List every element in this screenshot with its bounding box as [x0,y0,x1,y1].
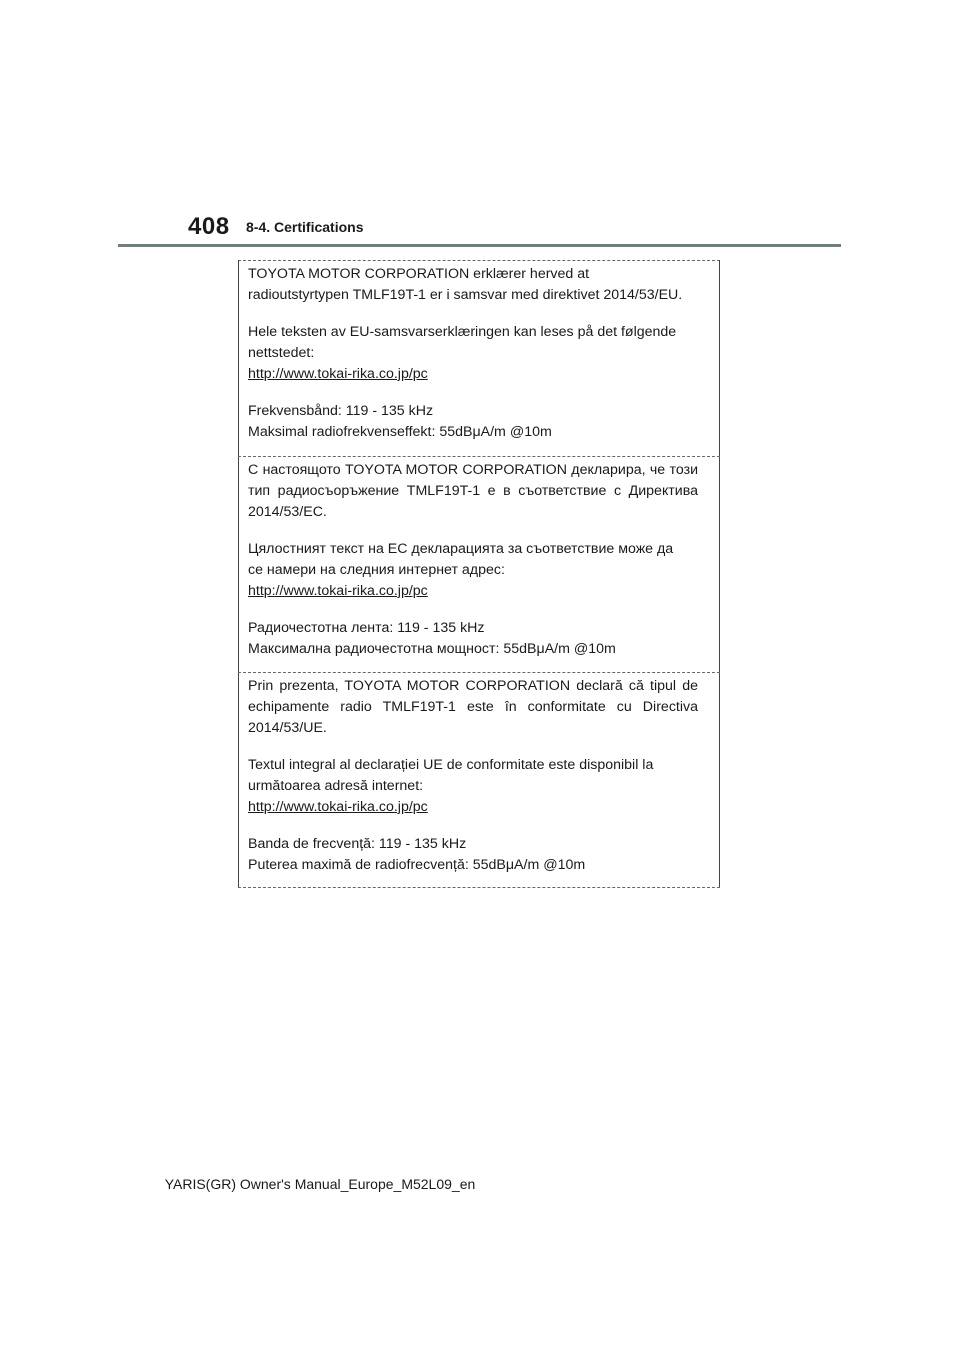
declaration-full-text [248,755,698,818]
declaration-full-text [248,322,698,385]
certification-frame [238,260,720,888]
declaration-specs [248,618,698,660]
full-text-line: Цялостният текст на ЕС декларацията за съответствие може да [248,541,674,557]
frame-divider-1 [238,456,720,457]
frame-top-border [238,260,720,261]
header-rule [118,244,841,247]
statement-line: С настоящото TOYOTA MOTOR CORPORATION декларира, че [248,462,666,478]
declaration-norwegian [248,264,698,443]
statement-line: този тип радиосъоръжение TMLF19T-1 е в съответствие с [248,462,698,499]
statement-line: echipamente radio TMLF19T-1 este în conformitate cu Directiva [248,699,698,715]
frequency-band: Frekvensbånd: 119 - 135 kHz [248,403,434,419]
declaration-url-link[interactable]: http://www.tokai-rika.co.jp/pc [248,583,428,599]
statement-line: 2014/53/UE. [248,720,327,736]
frame-divider-2 [238,672,720,673]
full-text-line: Textul integral al declarației UE de conformitate este disponibil la [248,757,654,773]
max-power: Maksimal radiofrekvenseffekt: 55dBμA/m @10m [248,424,552,440]
full-text-line: Hele teksten av EU-samsvarserklæringen kan leses på det følgende [248,324,677,340]
declaration-bulgarian [248,460,698,660]
full-text-line: nettstedet: [248,345,315,361]
declaration-statement [248,460,698,523]
full-text-line: următoarea adresă internet: [248,778,424,794]
footer-manual-id: YARIS(GR) Owner's Manual_Europe_M52L09_en [164,1176,476,1192]
declaration-url-link[interactable]: http://www.tokai-rika.co.jp/pc [248,799,428,815]
statement-line: Prin prezenta, TOYOTA MOTOR CORPORATION declară că tipul de [248,678,698,694]
frequency-band: Banda de frecvență: 119 - 135 kHz [248,836,467,852]
full-text-line: се намери на следния интернет адрес: [248,562,505,578]
statement-line: radioutstyrtypen TMLF19T-1 er i samsvar med direktivet 2014/53/EU. [248,287,683,303]
frame-bottom-border [238,887,720,888]
frequency-band: Радиочестотна лента: 119 - 135 kHz [248,620,485,636]
declaration-url-link[interactable]: http://www.tokai-rika.co.jp/pc [248,366,428,382]
statement-line: Директива 2014/53/ЕС. [248,483,698,520]
declaration-specs [248,834,698,876]
declaration-full-text [248,539,698,602]
max-power: Puterea maximă de radiofrecvență: 55dBμA/m @10m [248,857,586,873]
statement-line: TOYOTA MOTOR CORPORATION erklærer herved at [248,266,590,282]
frame-left-border [238,260,239,888]
declaration-specs [248,401,698,443]
max-power: Максимална радиочестотна мощност: 55dBμA/m @10m [248,641,616,657]
declaration-statement [248,264,698,306]
section-title: 8-4. Certifications [246,219,364,235]
page-number: 408 [188,213,230,240]
declaration-statement [248,676,698,739]
frame-right-border [719,260,720,888]
declaration-romanian [248,676,698,876]
